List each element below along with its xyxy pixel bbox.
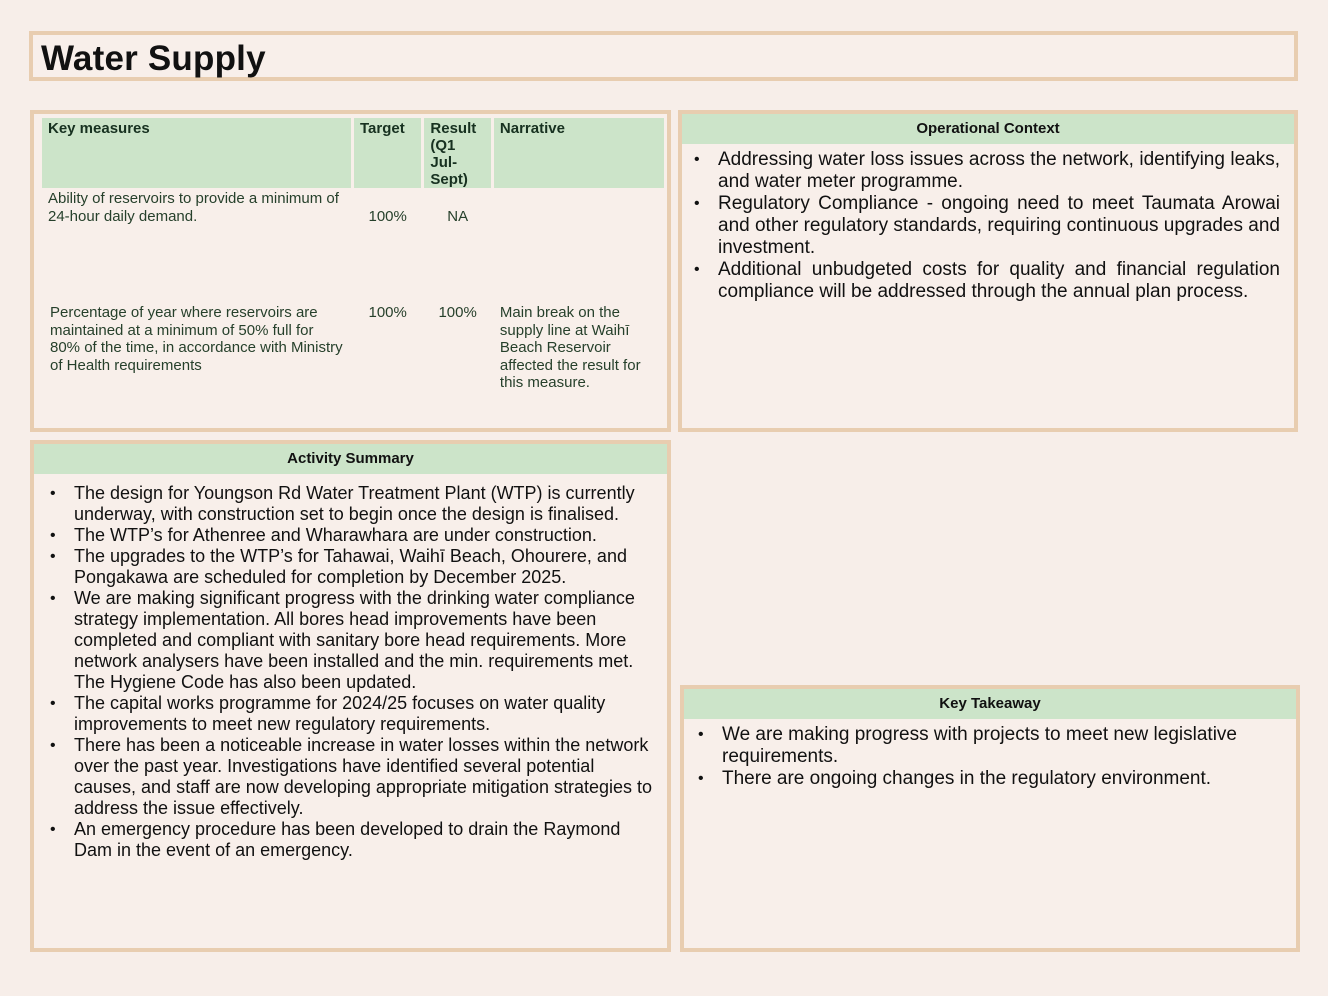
list-item: • We are making progress with projects to meet new legislative requirements.	[696, 724, 1282, 768]
table-row	[42, 294, 664, 392]
key-measures-table	[39, 118, 667, 392]
key-measures-panel	[30, 110, 671, 432]
title-box	[29, 31, 1298, 81]
header-key-measures: Key measures	[42, 118, 351, 188]
key-takeaway-heading: Key Takeaway	[684, 689, 1296, 719]
key-takeaway-list	[696, 724, 1282, 790]
list-item: • There are ongoing changes in the regulatory environment.	[696, 768, 1282, 790]
list-item: • An emergency procedure has been developed to drain the Raymond Dam in the event of an emergency.	[48, 819, 655, 861]
measure-cell: Percentage of year where reservoirs are maintained at a minimum of 50% full for 80% of the time, in accordance with Ministry of Health requirements	[50, 304, 343, 374]
table-row	[42, 188, 664, 294]
operational-context-heading: Operational Context	[682, 114, 1294, 144]
list-item: • The WTP’s for Athenree and Wharawhara are under construction.	[48, 525, 655, 546]
activity-summary-panel	[30, 440, 671, 952]
table-header-row	[42, 118, 664, 188]
operational-context-list	[692, 149, 1280, 303]
header-narrative: Narrative	[494, 118, 664, 188]
result-cell: 100%	[438, 304, 477, 321]
list-item: • The upgrades to the WTP’s for Tahawai, Waihī Beach, Ohourere, and Pongakawa are scheduled for completion by December 2025.	[48, 546, 655, 588]
list-item: • The design for Youngson Rd Water Treatment Plant (WTP) is currently underway, with construction set to begin once the design is finalised.	[48, 483, 655, 525]
activity-summary-heading: Activity Summary	[34, 444, 667, 474]
list-item: • Addressing water loss issues across the network, identifying leaks, and water meter programme.	[692, 149, 1280, 193]
target-cell: 100%	[368, 208, 407, 225]
activity-summary-list	[48, 483, 655, 861]
narrative-cell	[494, 188, 664, 294]
narrative-cell: Main break on the supply line at Waihī Beach Reservoir affected the result for this measure.	[499, 304, 641, 391]
operational-context-panel	[678, 110, 1298, 432]
result-cell: NA	[447, 208, 469, 225]
list-item: • The capital works programme for 2024/25 focuses on water quality improvements to meet new regulatory requirements.	[48, 693, 655, 735]
list-item: • There has been a noticeable increase in water losses within the network over the past year. Investigations have identified several potential causes, and staff are now developing appropriate mitigation strategies to address the issue effectively.	[48, 735, 655, 819]
header-result: Result (Q1 Jul-Sept)	[424, 118, 491, 188]
target-cell: 100%	[368, 304, 407, 321]
list-item: • We are making significant progress with the drinking water compliance strategy implementation. All bores head improvements have been completed and compliant with sanitary bore head requirements. More network analysers have been installed and the min. requirements met. The Hygiene Code has also been updated.	[48, 588, 655, 693]
page-title: Water Supply	[41, 39, 266, 78]
measure-cell: Ability of reservoirs to provide a minimum of 24-hour daily demand.	[48, 190, 339, 225]
header-target: Target	[354, 118, 421, 188]
list-item: • Regulatory Compliance - ongoing need to meet Taumata Arowai and other regulatory standards, requiring continuous upgrades and investment.	[692, 193, 1280, 259]
list-item: • Additional unbudgeted costs for quality and financial regulation compliance will be addressed through the annual plan process.	[692, 259, 1280, 303]
key-takeaway-panel	[680, 685, 1300, 952]
